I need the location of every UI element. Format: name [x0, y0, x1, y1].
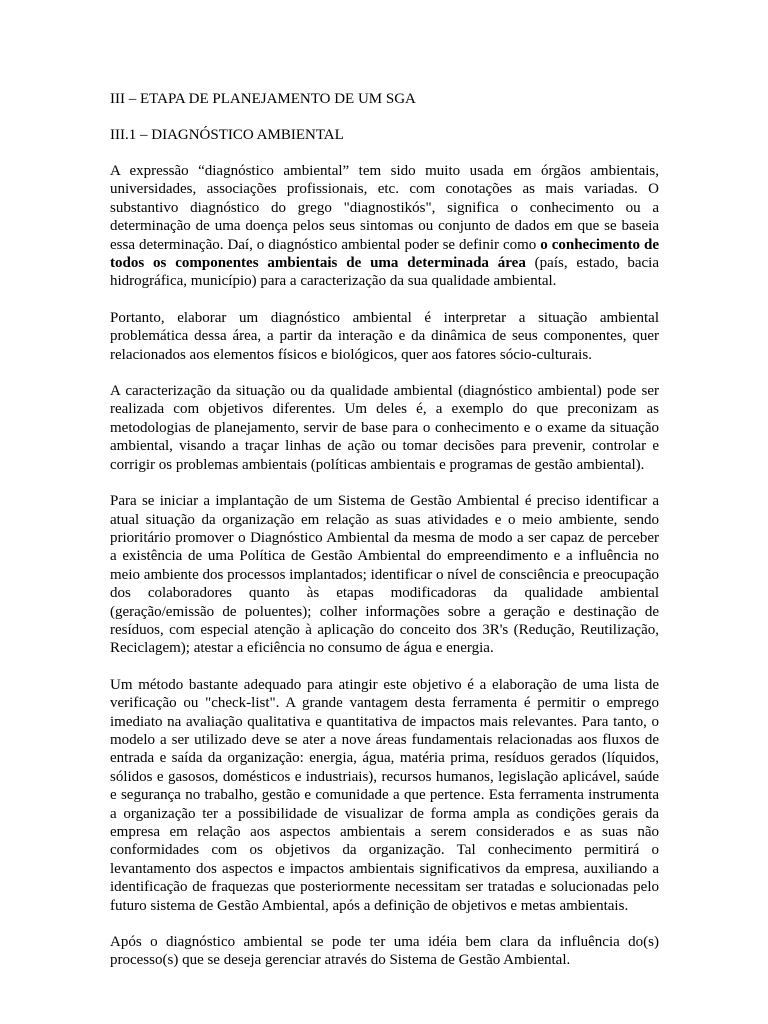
paragraph-6: Após o diagnóstico ambiental se pode ter uma idéia bem clara da influência do(s) processo(s) que se deseja gerenciar através do Sistema de Gestão Ambiental.	[110, 934, 659, 969]
paragraph-1	[110, 162, 659, 291]
paragraph-4: Para se iniciar a implantação de um Sistema de Gestão Ambiental é preciso identificar a atual situação da organização em relação as suas atividades e o meio ambiente, sendo prioritário promover o Diagnóstico Ambiental da mesma de modo a ser capaz de perceber a existência de uma Política de Gestão Ambiental do empreendimento e a influência no meio ambiente dos processos implantados; identificar o nível de consciência e preocupação dos colaboradores quanto às etapas modificadoras da qualidade ambiental (geração/emissão de poluentes); colher informações sobre a geração e destinação de resíduos, com especial atenção à aplicação do conceito dos 3R's (Redução, Reutilização, Reciclagem); atestar a eficiência no consumo de água e energia.	[110, 493, 659, 657]
paragraph-3: A caracterização da situação ou da qualidade ambiental (diagnóstico ambiental) pode ser realizada com objetivos diferentes. Um deles é, a exemplo do que preconizam as metodologias de planejamento, servir de base para o conhecimento e o exame da situação ambiental, visando a traçar linhas de ação ou tomar decisões para prevenir, controlar e corrigir os problemas ambientais (políticas ambientais e programas de gestão ambiental).	[110, 383, 659, 473]
section-heading: III – ETAPA DE PLANEJAMENTO DE UM SGA	[110, 91, 416, 107]
paragraph-5: Um método bastante adequado para atingir este objetivo é a elaboração de uma lista de verificação ou "check-list". A grande vantagem desta ferramenta é permitir o emprego imediato na avaliação qualitativa e quantitativa de impactos mais relevantes. Para tanto, o modelo a ser utilizado deve se ater a nove áreas fundamentais relacionadas aos fluxos de entrada e saída da organização: energia, água, matéria prima, resíduos gerados (líquidos, sólidos e gasosos, domésticos e industriais), recursos humanos, legislação aplicável, saúde e segurança no trabalho, gestão e comunidade a que pertence. Esta ferramenta instrumenta a organização ter a possibilidade de visualizar de forma ampla as condições gerais da empresa em relação aos aspectos ambientais a serem considerados e as suas não conformidades com os objetivos da organização. Tal conhecimento permitirá o levantamento dos aspectos e impactos ambientais significativos da empresa, auxiliando a identificação de fraquezas que posteriormente necessitam ser tratadas e solucionadas pelo futuro sistema de Gestão Ambiental, após a definição de objetivos e metas ambientais.	[110, 676, 659, 914]
document-page	[110, 90, 659, 988]
paragraph-1-bold-text: o conhecimento de todos os componentes ambientais de uma determinada área	[110, 236, 659, 272]
subsection-heading: III.1 – DIAGNÓSTICO AMBIENTAL	[110, 127, 344, 143]
paragraph-1-text-b: (país, estado, bacia hidrográfica, município) para a caracterização da sua qualidade ambiental.	[110, 255, 659, 290]
paragraph-2: Portanto, elaborar um diagnóstico ambiental é interpretar a situação ambiental problemática dessa área, a partir da interação e da dinâmica de seus componentes, quer relacionados aos elementos físicos e biológicos, quer aos fatores sócio-culturais.	[110, 309, 659, 363]
paragraph-1-text-a: A expressão “diagnóstico ambiental” tem sido muito usada em órgãos ambientais, universidades, associações profissionais, etc. com conotações as mais variadas. O substantivo diagnóstico do grego "diagnostikós", significa o conhecimento ou a determinação de uma doença pelos seus sintomas ou conjunto de dados em que se baseia essa determinação. Daí, o diagnóstico ambiental poder se definir como	[110, 163, 659, 253]
